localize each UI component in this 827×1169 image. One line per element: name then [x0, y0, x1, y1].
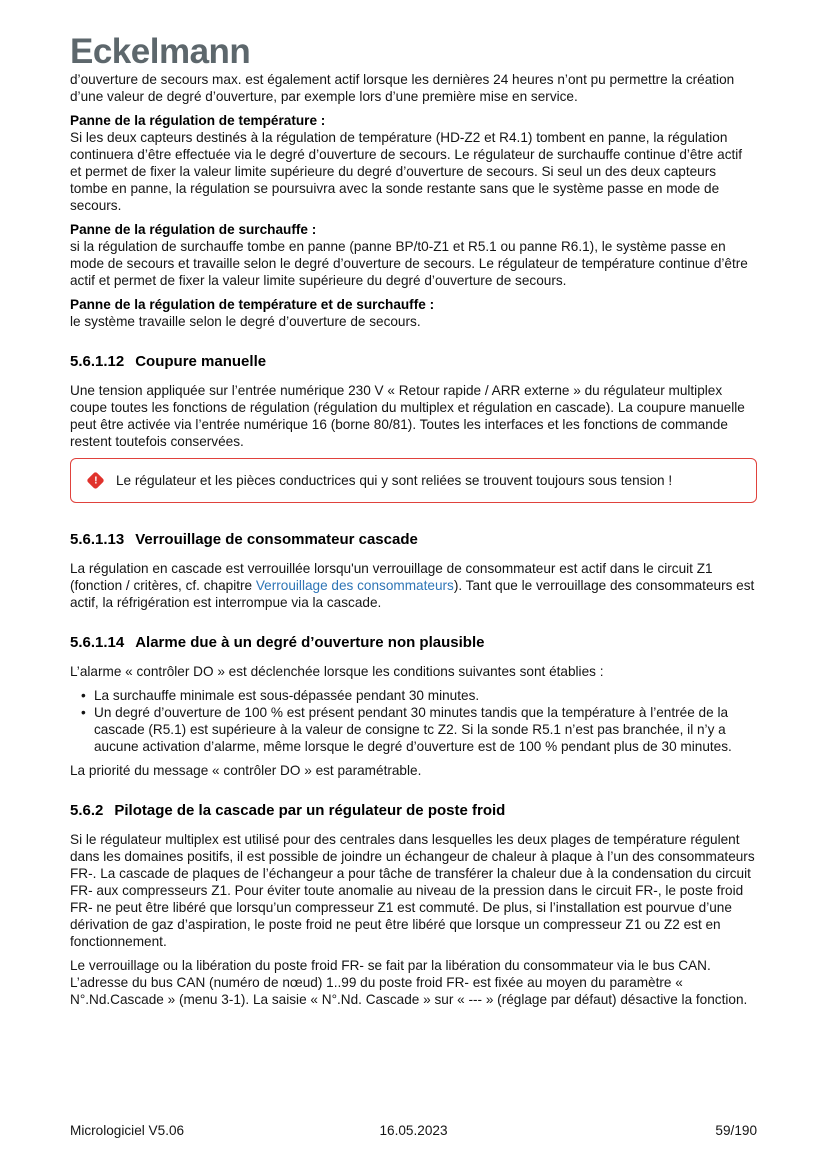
- section-heading-pilotage-cascade: [70, 801, 757, 820]
- section-heading-verrouillage-cascade: [70, 530, 757, 549]
- failure-label: Panne de la régulation de température et de surchauffe :: [70, 297, 435, 312]
- section-number: 5.6.1.12: [70, 353, 125, 370]
- section-heading-coupure-manuelle: [70, 352, 757, 371]
- section-paragraph: Si le régulateur multiplex est utilisé pour des centrales dans lesquelles les deux plages de température régulent dans les domaines positifs, il est possible de joindre un échangeur de chaleur à plaque à l’un des consommateurs FR-. La cascade de plaques de l’échangeur a pour tâche de transférer la chaleur due à la condensation du circuit FR- aux compresseurs Z1. Pour éviter toute anomalie au niveau de la pression dans le circuit FR-, le poste froid FR- ne peut être libéré que lorsqu’un compresseur Z1 est commuté. De plus, si l’installation est pourvue d’une dérivation de gaz d’aspiration, le poste froid ne peut être libéré que lorsque un compresseur Z1 ou Z2 est en fonctionnement.: [70, 832, 755, 949]
- failure-text: si la régulation de surchauffe tombe en panne (panne BP/t0-Z1 et R5.1 ou panne R6.1), le système passe en mode de secours et travaille selon le degré d’ouverture de secours. Le régulateur de température continue d’être actif et permet de fixer la valeur limite supérieure du degré d’ouverture de secours.: [70, 239, 748, 288]
- section-paragraph: L’alarme « contrôler DO » est déclenchée lorsque les conditions suivantes sont établies :: [70, 664, 604, 679]
- section-title: Pilotage de la cascade par un régulateur de poste froid: [114, 802, 506, 819]
- warning-icon: !: [86, 471, 104, 489]
- footer-page-number: 59/190: [715, 1123, 757, 1138]
- section-title: Coupure manuelle: [135, 353, 267, 370]
- page-footer: [70, 1122, 757, 1139]
- section-title: Alarme due à un degré d’ouverture non plausible: [135, 634, 485, 651]
- company-logo: Eckelmann: [70, 32, 251, 71]
- section-number: 5.6.1.13: [70, 531, 125, 548]
- warning-note: [70, 458, 757, 503]
- chapter-link[interactable]: Verrouillage des consommateurs: [255, 578, 454, 593]
- bullet-item: • La surchauffe minimale est sous-dépassée pendant 30 minutes.: [94, 687, 757, 704]
- section-paragraph: La priorité du message « contrôler DO » est paramétrable.: [70, 763, 422, 778]
- failure-label: Panne de la régulation de température :: [70, 113, 326, 128]
- bullet-item: • Un degré d’ouverture de 100 % est présent pendant 30 minutes tandis que la température à l’entrée de la cascade (R5.1) est supérieure à la valeur de consigne tc Z2. Si la sonde R5.1 n’est pas branchée, il n’y a aucune activation d’alarme, même lorsque le degré d’ouverture est de 100 % pendant plus de 30 minutes.: [94, 704, 757, 755]
- failure-block-surchauffe: [70, 221, 757, 289]
- section-paragraph: Le verrouillage ou la libération du poste froid FR- se fait par la libération du consommateur via le bus CAN. L’adresse du bus CAN (numéro de nœud) 1..99 du poste froid FR- est fixée au moyen du paramètre « N°.Nd.Cascade » (menu 3-1). La saisie « N°.Nd. Cascade » sur « --- » (réglage par défaut) désactive la fonction.: [70, 958, 748, 1007]
- section-number: 5.6.1.14: [70, 634, 125, 651]
- section-number: 5.6.2: [70, 802, 104, 819]
- section-title: Verrouillage de consommateur cascade: [135, 531, 418, 548]
- intro-paragraph: d’ouverture de secours max. est également actif lorsque les dernières 24 heures n’ont pu permettre la création d’une valeur de degré d’ouverture, par exemple lors d’une première mise en service.: [70, 72, 735, 104]
- section-paragraph: Une tension appliquée sur l’entrée numérique 230 V « Retour rapide / ARR externe » du régulateur multiplex coupe toutes les fonctions de régulation (régulation du multiplex et régulation en cascade). La coupure manuelle peut être activée via l’entrée numérique 16 (borne 80/81). Toutes les interfaces et les fonctions de commande restent toutefois conservées.: [70, 383, 745, 449]
- failure-text: le système travaille selon le degré d’ouverture de secours.: [70, 314, 421, 329]
- failure-block-temperature: [70, 112, 757, 214]
- footer-date: 16.05.2023: [379, 1123, 448, 1138]
- failure-block-temperature-surchauffe: [70, 296, 757, 330]
- section-paragraph: La régulation en cascade est verrouillée lorsqu'un verrouillage de consommateur est actif dans le circuit Z1 (fonction / critères, cf. chapitre Verrouillage des consommateurs). Tant que le verrouillage des consommateurs est actif, la réfrigération est interrompue via la cascade.: [70, 561, 755, 610]
- failure-text: Si les deux capteurs destinés à la régulation de température (HD-Z2 et R4.1) tombent en panne, la régulation continuera d’être effectuée via le degré d’ouverture de secours. Le régulateur de surchauffe continue d’être actif et permet de fixer la valeur limite supérieure du degré d’ouverture de secours. Si seul un des deux capteurs tombe en panne, la régulation se poursuivra avec la sonde restante sans que le système passe en mode de secours.: [70, 130, 743, 213]
- bullet-list: [70, 687, 757, 755]
- section-heading-alarme-do: [70, 633, 757, 652]
- failure-label: Panne de la régulation de surchauffe :: [70, 222, 317, 237]
- warning-text: Le régulateur et les pièces conductrices qui y sont reliées se trouvent toujours sous tension !: [116, 473, 673, 488]
- footer-version: Micrologiciel V5.06: [70, 1123, 185, 1138]
